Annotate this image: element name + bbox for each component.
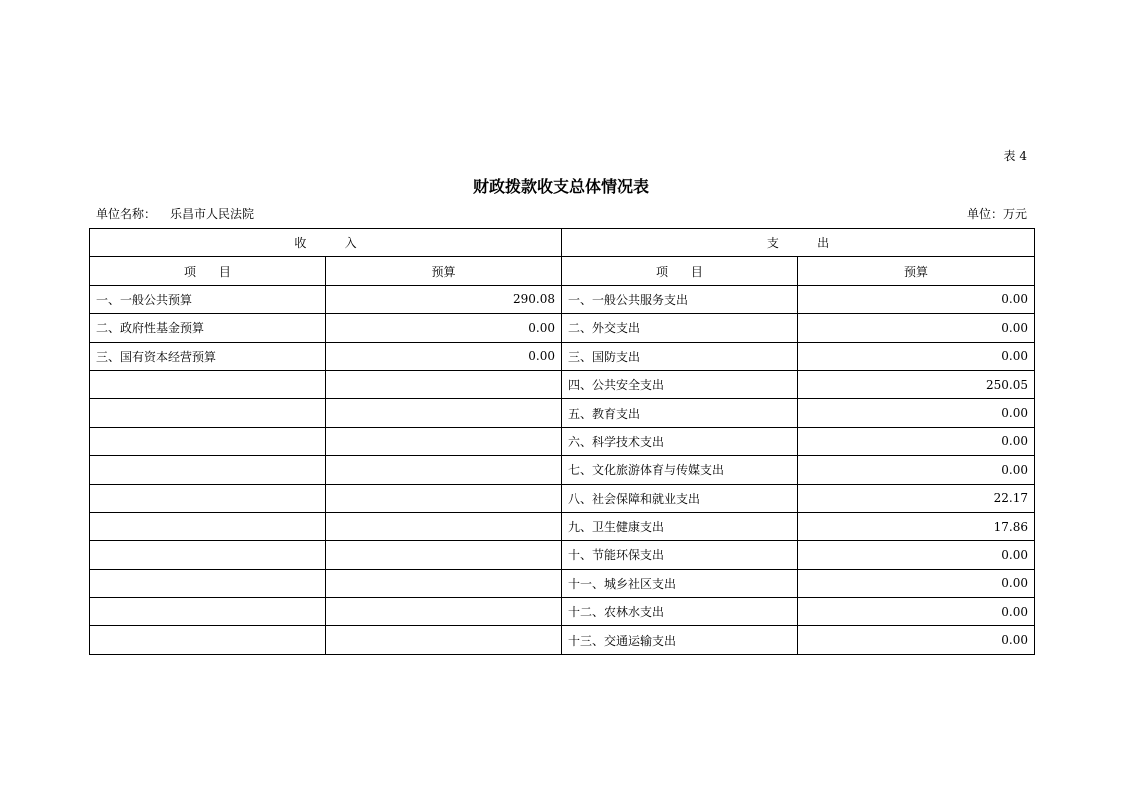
income-item-cell bbox=[90, 370, 326, 398]
income-item-cell bbox=[90, 399, 326, 427]
income-budget-header: 预算 bbox=[326, 257, 562, 285]
table-row bbox=[90, 285, 1035, 313]
table-number: 表 4 bbox=[1003, 149, 1027, 163]
table-row bbox=[90, 569, 1035, 597]
income-item-cell: 一、一般公共预算 bbox=[90, 285, 326, 313]
expense-item-cell: 十二、农林水支出 bbox=[562, 598, 798, 626]
income-budget-cell bbox=[326, 370, 562, 398]
budget-table bbox=[89, 228, 1035, 655]
table-row bbox=[90, 370, 1035, 398]
expense-budget-cell: 0.00 bbox=[798, 427, 1035, 455]
income-item-cell bbox=[90, 484, 326, 512]
income-item-cell bbox=[90, 427, 326, 455]
expense-item-cell: 十一、城乡社区支出 bbox=[562, 569, 798, 597]
table-row bbox=[90, 484, 1035, 512]
income-budget-cell bbox=[326, 484, 562, 512]
expense-budget-cell: 0.00 bbox=[798, 285, 1035, 313]
income-item-cell bbox=[90, 512, 326, 540]
expense-budget-cell: 0.00 bbox=[798, 569, 1035, 597]
table-row bbox=[90, 427, 1035, 455]
income-budget-cell bbox=[326, 541, 562, 569]
expense-item-header: 项 目 bbox=[562, 257, 798, 285]
expense-budget-cell: 0.00 bbox=[798, 456, 1035, 484]
unit-name-label: 单位名称： bbox=[96, 207, 157, 221]
expense-budget-cell: 0.00 bbox=[798, 598, 1035, 626]
income-budget-cell bbox=[326, 427, 562, 455]
table-row bbox=[90, 512, 1035, 540]
table-row bbox=[90, 314, 1035, 342]
income-item-cell bbox=[90, 598, 326, 626]
expense-budget-cell: 0.00 bbox=[798, 342, 1035, 370]
income-budget-cell bbox=[326, 598, 562, 626]
expense-budget-cell: 17.86 bbox=[798, 512, 1035, 540]
income-budget-cell bbox=[326, 456, 562, 484]
expense-item-cell: 四、公共安全支出 bbox=[562, 370, 798, 398]
expense-item-cell: 一、一般公共服务支出 bbox=[562, 285, 798, 313]
income-budget-cell: 290.08 bbox=[326, 285, 562, 313]
income-budget-cell bbox=[326, 626, 562, 654]
income-budget-cell bbox=[326, 569, 562, 597]
expense-item-cell: 三、国防支出 bbox=[562, 342, 798, 370]
expense-item-cell: 八、社会保障和就业支出 bbox=[562, 484, 798, 512]
expense-item-cell: 十三、交通运输支出 bbox=[562, 626, 798, 654]
income-item-header: 项 目 bbox=[90, 257, 326, 285]
income-budget-cell: 0.00 bbox=[326, 342, 562, 370]
income-item-cell bbox=[90, 456, 326, 484]
section-header-row bbox=[90, 229, 1035, 257]
expense-budget-header: 预算 bbox=[798, 257, 1035, 285]
table-row bbox=[90, 399, 1035, 427]
income-budget-cell bbox=[326, 399, 562, 427]
expense-budget-cell: 0.00 bbox=[798, 626, 1035, 654]
column-header-row bbox=[90, 257, 1035, 285]
income-item-cell: 二、政府性基金预算 bbox=[90, 314, 326, 342]
table-row bbox=[90, 598, 1035, 626]
table-row bbox=[90, 541, 1035, 569]
unit-name-line bbox=[96, 205, 254, 222]
income-budget-cell: 0.00 bbox=[326, 314, 562, 342]
unit-name-value: 乐昌市人民法院 bbox=[170, 207, 255, 221]
expense-budget-cell: 22.17 bbox=[798, 484, 1035, 512]
income-item-cell bbox=[90, 626, 326, 654]
income-item-cell: 三、国有资本经营预算 bbox=[90, 342, 326, 370]
income-header: 收 入 bbox=[90, 229, 562, 257]
expense-header: 支 出 bbox=[562, 229, 1035, 257]
expense-budget-cell: 0.00 bbox=[798, 541, 1035, 569]
table-row bbox=[90, 342, 1035, 370]
expense-item-cell: 十、节能环保支出 bbox=[562, 541, 798, 569]
expense-item-cell: 六、科学技术支出 bbox=[562, 427, 798, 455]
expense-budget-cell: 0.00 bbox=[798, 399, 1035, 427]
expense-item-cell: 九、卫生健康支出 bbox=[562, 512, 798, 540]
table-row bbox=[90, 626, 1035, 654]
expense-item-cell: 五、教育支出 bbox=[562, 399, 798, 427]
expense-budget-cell: 250.05 bbox=[798, 370, 1035, 398]
unit-measure: 单位：万元 bbox=[966, 207, 1027, 221]
income-budget-cell bbox=[326, 512, 562, 540]
income-item-cell bbox=[90, 541, 326, 569]
expense-budget-cell: 0.00 bbox=[798, 314, 1035, 342]
expense-item-cell: 七、文化旅游体育与传媒支出 bbox=[562, 456, 798, 484]
table-row bbox=[90, 456, 1035, 484]
page-title: 财政拨款收支总体情况表 bbox=[472, 177, 649, 196]
expense-item-cell: 二、外交支出 bbox=[562, 314, 798, 342]
income-item-cell bbox=[90, 569, 326, 597]
